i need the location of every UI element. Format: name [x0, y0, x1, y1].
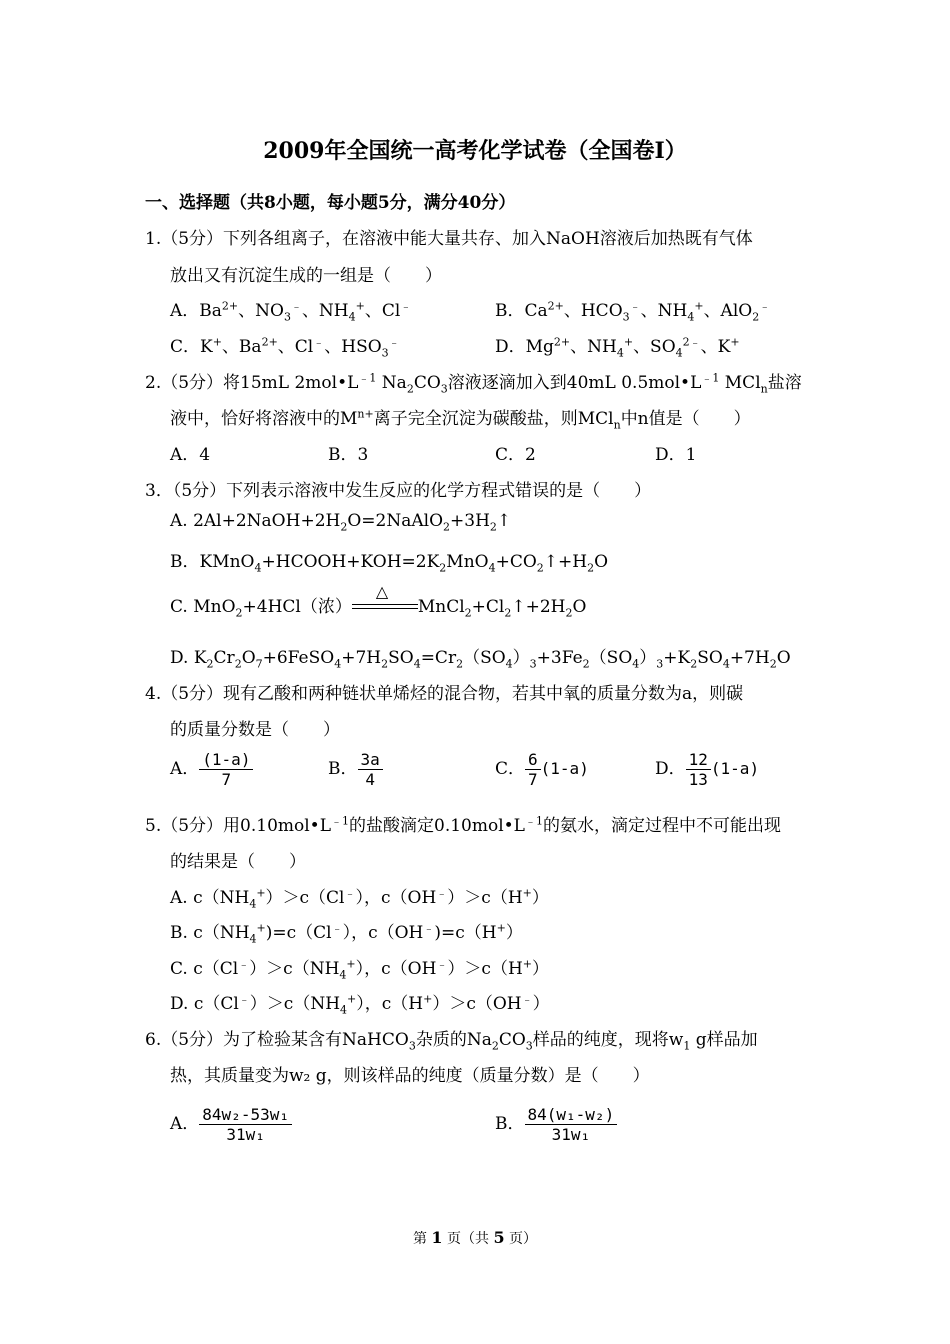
q4-option-d[interactable]: D． $\frac{12}{13}$ (1-a) [655, 750, 760, 789]
fraction: $\frac{3a}{4}$ [358, 750, 383, 789]
q4-option-a[interactable]: A． $\frac{(1-a)}{7}$ [170, 750, 253, 789]
heating-condition-sign: △ [352, 598, 418, 618]
q1-option-a[interactable]: A．$Ba^{2+}$、$NO_3^﹣$、$NH_4^+$、Cl﹣ [170, 299, 412, 324]
q5-line-2: 的结果是（ ） [170, 852, 306, 872]
fraction: $\frac{\text{84w₂-53w₁}}{\text{31w₁}}$ [199, 1105, 292, 1144]
q5-option-d[interactable]: D. $c(Cl^﹣)>c(NH_4^+)$，c（H+）＞c（OH﹣） [170, 992, 550, 1017]
q4-option-b[interactable]: B． $\frac{3a}{4}$ [328, 750, 383, 789]
section-heading: 一、选择题（共8小题，每小题5分，满分40分） [145, 193, 516, 213]
q3-option-a[interactable]: A. $2Al+2NaOH+2H_2O=2NaAlO_2+3H_2↑$ [170, 511, 512, 534]
q3-option-d[interactable]: D. $K_2Cr_2O_7+6FeSO_4+7H_2SO_4=Cr_2(SO_4)_3+3Fe_2(SO_4)_3+K_2SO_4+7H_2O$ [170, 648, 791, 671]
q3-line-1: 3．（5分）下列表示溶液中发生反应的化学方程式错误的是（ ） [145, 481, 652, 501]
q2-option-d[interactable]: D．1 [655, 445, 697, 465]
q1-line-2: 放出又有沉淀生成的一组是（ ） [170, 266, 442, 286]
q1-option-c[interactable]: C．K+、$Ba^{2+}$、Cl﹣、$HSO_3^﹣$ [170, 335, 400, 360]
q3-option-c[interactable]: C. MnO$_2$+4HCl（浓） △ $MnCl_2+Cl_2↑+2H_2O$ [170, 581, 587, 620]
q6-option-a[interactable]: A． $\frac{\text{84w₂-53w₁}}{\text{31w₁}}$ [170, 1105, 292, 1144]
q6-line-2: 热，其质量变为w₂ g，则该样品的纯度（质量分数）是（ ） [170, 1066, 650, 1086]
q1-line-1: 1.（5分）下列各组离子，在溶液中能大量共存、加入NaOH溶液后加热既有气体 [145, 229, 753, 249]
fraction: $\frac{\text{84(w₁-w₂)}}{\text{31w₁}}$ [525, 1105, 618, 1144]
q2-line-2: 液中，恰好将溶液中的$M^{n+}$离子完全沉淀为碳酸盐，则MCl$_n$中n值是（ ） [170, 407, 751, 432]
q5-option-c[interactable]: C. $c(Cl^﹣)>c(NH_4^+)$，c（OH﹣）＞c（H+） [170, 957, 550, 982]
q2-line-1: 2.（5分）将15mL $2mol•L^{﹣1}$ $Na_2CO_3$溶液逐滴加入到40mL $0.5mol•L^{﹣1}$ MCl$_n$盐溶 [145, 371, 802, 396]
q5-line-1: 5.（5分）用$0.10mol•L^{﹣1}$的盐酸滴定$0.10mol•L^{﹣1}$的氨水，滴定过程中不可能出现 [145, 814, 781, 836]
q1-option-b[interactable]: B．$Ca^{2+}$、$HCO_3^﹣$、$NH_4^+$、AlO$_2$﹣ [495, 299, 771, 324]
q2-option-b[interactable]: B．3 [328, 445, 369, 465]
q5-option-b[interactable]: B. $c(NH_4^+)=c(Cl^﹣)$，c（OH﹣)=c（H+） [170, 921, 523, 946]
page-footer: 第 1 页（共 5 页） [412, 1228, 538, 1247]
q2-option-c[interactable]: C．2 [495, 445, 536, 465]
fraction: $\frac{6}{7}$ [525, 750, 541, 789]
q1-option-d[interactable]: D．$Mg^{2+}$、$NH_4^+$、$SO_4^{2﹣}$、K+ [495, 335, 740, 360]
q3-option-b[interactable]: B．$KMnO_4+HCOOH+KOH=2K_2MnO_4+CO_2↑+H_2O$ [170, 552, 609, 575]
q6-option-b[interactable]: B． $\frac{\text{84(w₁-w₂)}}{\text{31w₁}}$ [495, 1105, 617, 1144]
q2-option-a[interactable]: A．4 [170, 445, 211, 465]
q6-line-1: 6.（5分）为了检验某含有NaHCO$_3$杂质的$Na_2CO_3$样品的纯度，现将$w_1$ g样品加 [145, 1030, 758, 1053]
q5-option-a[interactable]: A. $c(NH_4^+)>c(Cl^﹣)$，c（OH﹣）＞c（H+） [170, 886, 549, 911]
q4-line-2: 的质量分数是（ ） [170, 720, 340, 740]
q4-option-c[interactable]: C． $\frac{6}{7}$ (1-a) [495, 750, 589, 789]
q4-line-1: 4.（5分）现有乙酸和两种链状单烯烃的混合物，若其中氧的质量分数为a，则碳 [145, 684, 744, 704]
fraction: $\frac{12}{13}$ [686, 750, 711, 789]
fraction: $\frac{(1-a)}{7}$ [199, 750, 253, 789]
page-title: 2009年全国统一高考化学试卷（全国卷Ⅰ） [263, 138, 687, 164]
